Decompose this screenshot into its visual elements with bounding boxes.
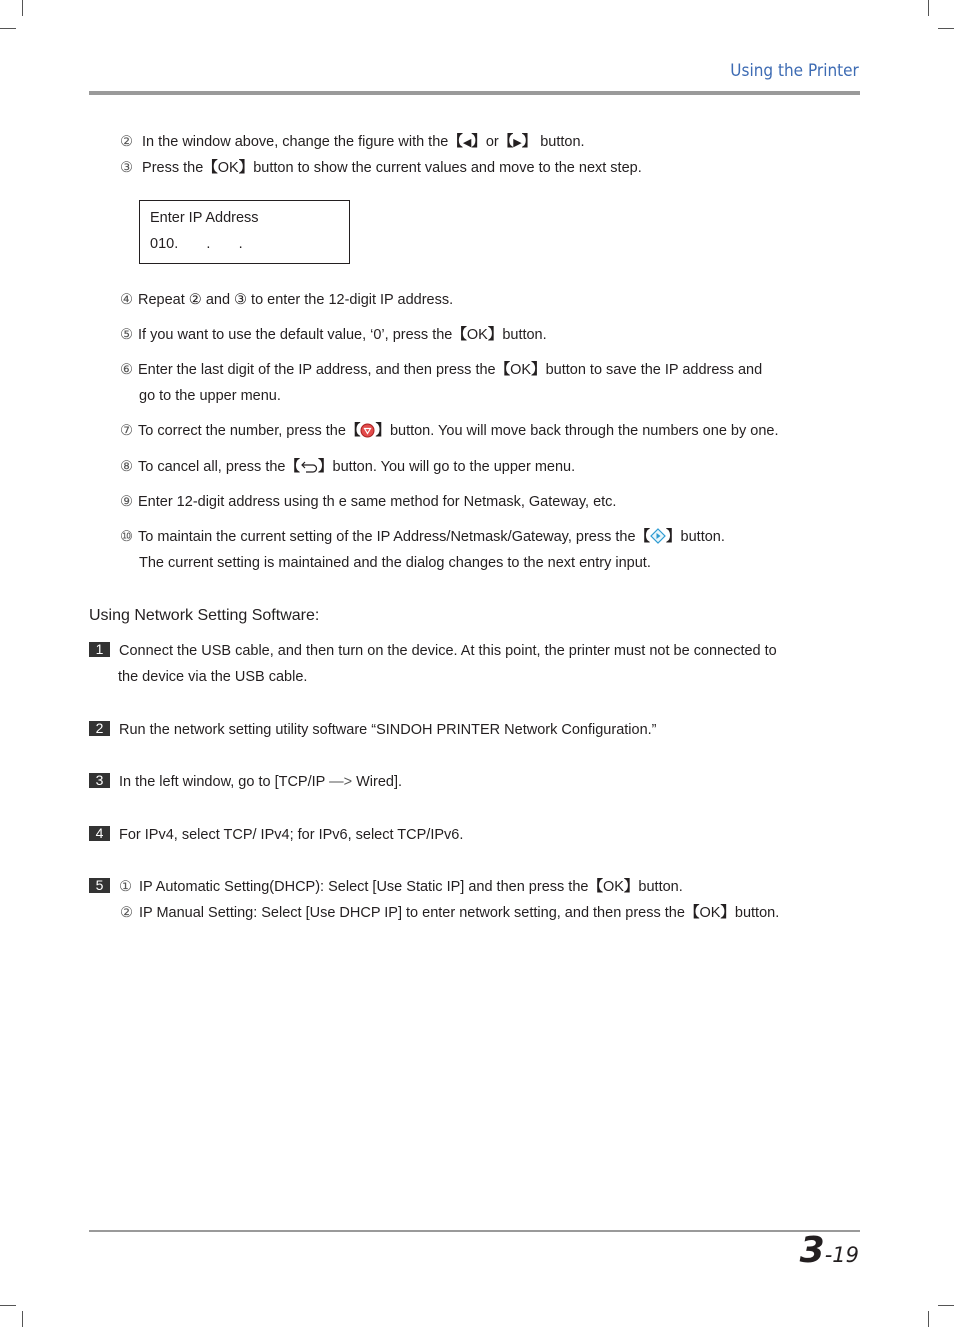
step-number-box: 3	[89, 773, 110, 788]
crop-mark	[0, 28, 16, 29]
step-10: ⑩ To maintain the current setting of the IP Address/Netmask/Gateway, press the【 】button.	[120, 528, 725, 549]
page-index: -19	[824, 1243, 859, 1267]
crop-mark	[928, 0, 929, 16]
step-4: ④ Repeat ② and ③ to enter the 12-digit IP address.	[120, 292, 454, 308]
step-7: ⑦ To correct the number, press the【 】button. You will move back through the numbers one by one.	[120, 422, 778, 443]
step-number-box: 4	[89, 826, 110, 841]
step-number: ③	[120, 160, 133, 176]
back-arrow-icon	[300, 460, 318, 479]
ok-key: OK	[510, 362, 532, 378]
numbered-step-5: 5 ① IP Automatic Setting(DHCP): Select [Use Static IP] and then press the【OK】button.	[89, 878, 683, 896]
step-number-box: 5	[89, 878, 110, 893]
start-icon	[650, 528, 666, 549]
arrow-glyph: —>	[329, 774, 353, 790]
header-rule	[89, 91, 860, 95]
step-2: ② In the window above, change the figure with the【◀】or【▶】 button.	[120, 134, 585, 150]
numbered-step-5-sub-2: ② IP Manual Setting: Select [Use DHCP IP] to enter network setting, and then press the【OK】button.	[120, 905, 780, 921]
step-number-box: 2	[89, 721, 110, 736]
ok-key: OK	[217, 160, 239, 176]
step-5: ⑤ If you want to use the default value, ‘0’, press the【OK】button.	[120, 327, 547, 343]
lcd-line-1: Enter IP Address	[150, 210, 259, 226]
section-heading: Using Network Setting Software:	[89, 607, 320, 624]
page-number	[800, 1230, 859, 1271]
numbered-step-4: 4 For IPv4, select TCP/ IPv4; for IPv6, select TCP/IPv6.	[89, 826, 463, 844]
step-number: ②	[120, 134, 133, 150]
ok-key: OK	[602, 879, 624, 895]
step-6-continued: go to the upper menu.	[139, 388, 281, 404]
ok-key: OK	[466, 327, 488, 343]
step-10-continued: The current setting is maintained and the dialog changes to the next entry input.	[139, 555, 651, 571]
crop-mark	[938, 1305, 954, 1306]
lcd-display	[139, 200, 350, 264]
crop-mark	[938, 28, 954, 29]
crop-mark	[22, 1311, 23, 1327]
crop-mark	[22, 0, 23, 16]
numbered-step-2: 2 Run the network setting utility software “SINDOH PRINTER Network Configuration.”	[89, 721, 657, 739]
step-8: ⑧ To cancel all, press the【 】button. You will go to the upper menu.	[120, 458, 575, 479]
right-arrow-icon: ▶	[513, 137, 522, 149]
step-9: ⑨ Enter 12-digit address using th e same method for Netmask, Gateway, etc.	[120, 494, 617, 510]
numbered-step-3: 3 In the left window, go to [TCP/IP —> Wired].	[89, 773, 402, 791]
crop-mark	[928, 1311, 929, 1327]
step-3: ③ Press the【OK】button to show the current values and move to the next step.	[120, 160, 642, 176]
crop-mark	[0, 1305, 16, 1306]
lcd-line-2: 010. . .	[150, 236, 243, 252]
step-number-box: 1	[89, 642, 110, 657]
step-6: ⑥ Enter the last digit of the IP address, and then press the【OK】button to save the IP address and	[120, 362, 763, 378]
stop-icon	[360, 423, 375, 443]
left-arrow-icon: ◀	[462, 137, 472, 149]
numbered-step-1-continued: the device via the USB cable.	[118, 669, 308, 685]
footer-rule	[89, 1230, 860, 1232]
ok-key: OK	[699, 905, 721, 921]
section-header-title: Using the Printer	[730, 61, 859, 81]
chapter-number: 3	[799, 1230, 825, 1271]
numbered-step-1: 1 Connect the USB cable, and then turn on the device. At this point, the printer must not be connected to	[89, 642, 777, 660]
